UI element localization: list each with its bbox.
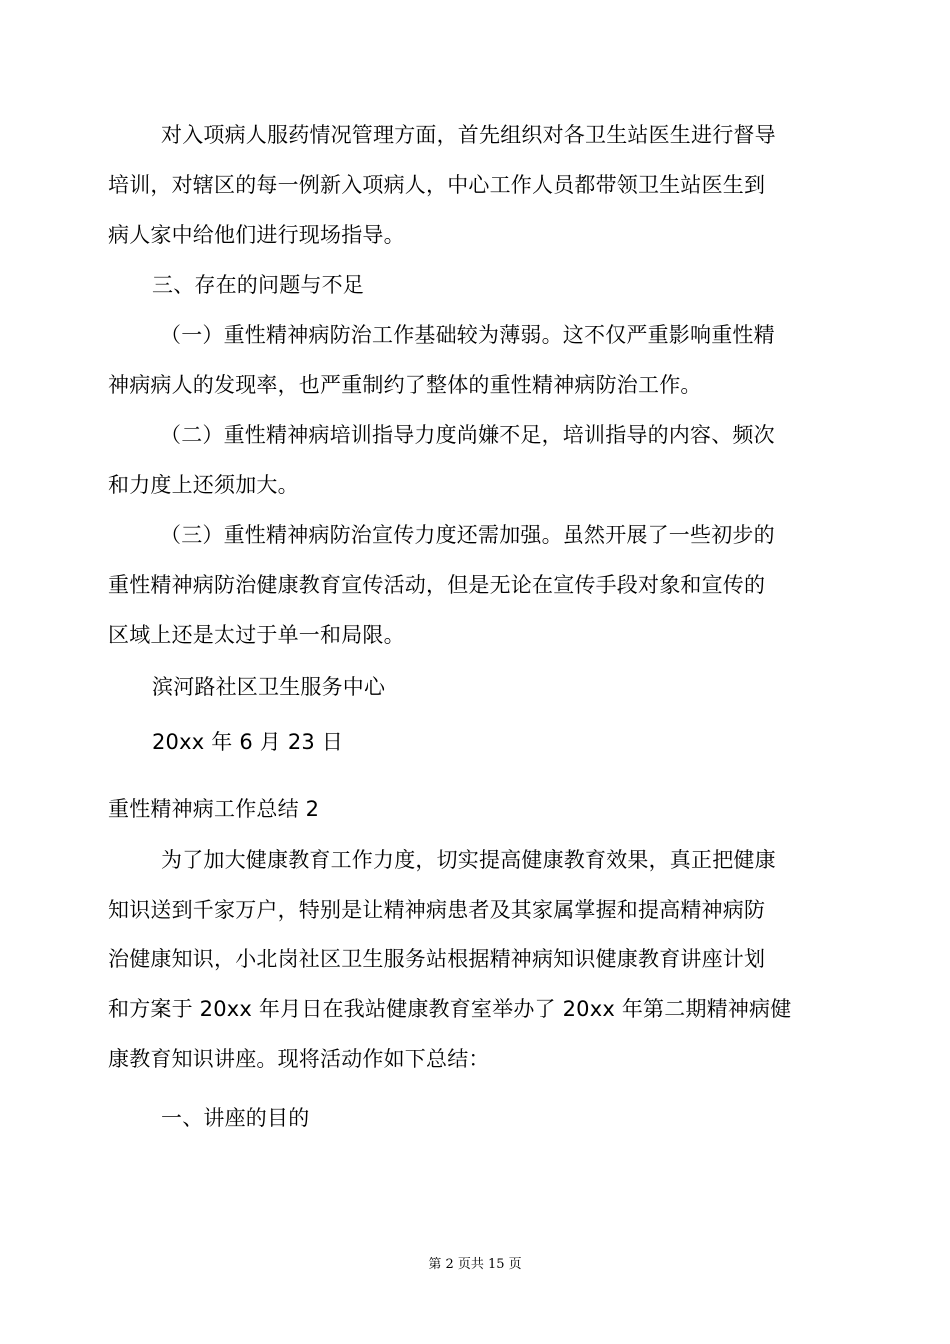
page-number: 第 2 页共 15 页 <box>428 1257 522 1272</box>
paragraph-line: 治健康知识，小北岗社区卫生服务站根据精神病知识健康教育讲座计划 <box>108 947 766 971</box>
document-title: 重性精神病工作总结 2 <box>108 797 320 821</box>
paragraph-line: 重性精神病防治健康教育宣传活动，但是无论在宣传手段对象和宣传的 <box>108 573 766 597</box>
paragraph-line: （一）重性精神病防治工作基础较为薄弱。这不仅严重影响重性精 <box>160 323 775 347</box>
paragraph-line: 病人家中给他们进行现场指导。 <box>108 223 405 247</box>
paragraph-line: 为了加大健康教育工作力度，切实提高健康教育效果，真正把健康 <box>161 848 776 872</box>
paragraph-line: 康教育知识讲座。现将活动作如下总结： <box>108 1047 490 1071</box>
section-heading: 一、讲座的目的 <box>161 1106 310 1130</box>
signature-org: 滨河路社区卫生服务中心 <box>152 675 386 699</box>
paragraph-line: 和力度上还须加大。 <box>108 473 299 497</box>
paragraph-line: （三）重性精神病防治宣传力度还需加强。虽然开展了一些初步的 <box>160 523 775 547</box>
paragraph-line: 对入项病人服药情况管理方面，首先组织对各卫生站医生进行督导 <box>161 123 776 147</box>
paragraph-line: 神病病人的发现率，也严重制约了整体的重性精神病防治工作。 <box>108 373 702 397</box>
paragraph-line: 区域上还是太过于单一和局限。 <box>108 623 405 647</box>
paragraph-line: 知识送到千家万户，特别是让精神病患者及其家属掌握和提高精神病防 <box>108 898 766 922</box>
paragraph-line: 培训，对辖区的每一例新入项病人，中心工作人员都带领卫生站医生到 <box>108 173 766 197</box>
paragraph-line: 和方案于 20xx 年月日在我站健康教育室举办了 20xx 年第二期精神病健 <box>108 997 792 1021</box>
paragraph-line: （二）重性精神病培训指导力度尚嫌不足，培训指导的内容、频次 <box>160 423 775 447</box>
section-heading: 三、存在的问题与不足 <box>152 273 364 297</box>
signature-date: 20xx 年 6 月 23 日 <box>152 730 344 754</box>
